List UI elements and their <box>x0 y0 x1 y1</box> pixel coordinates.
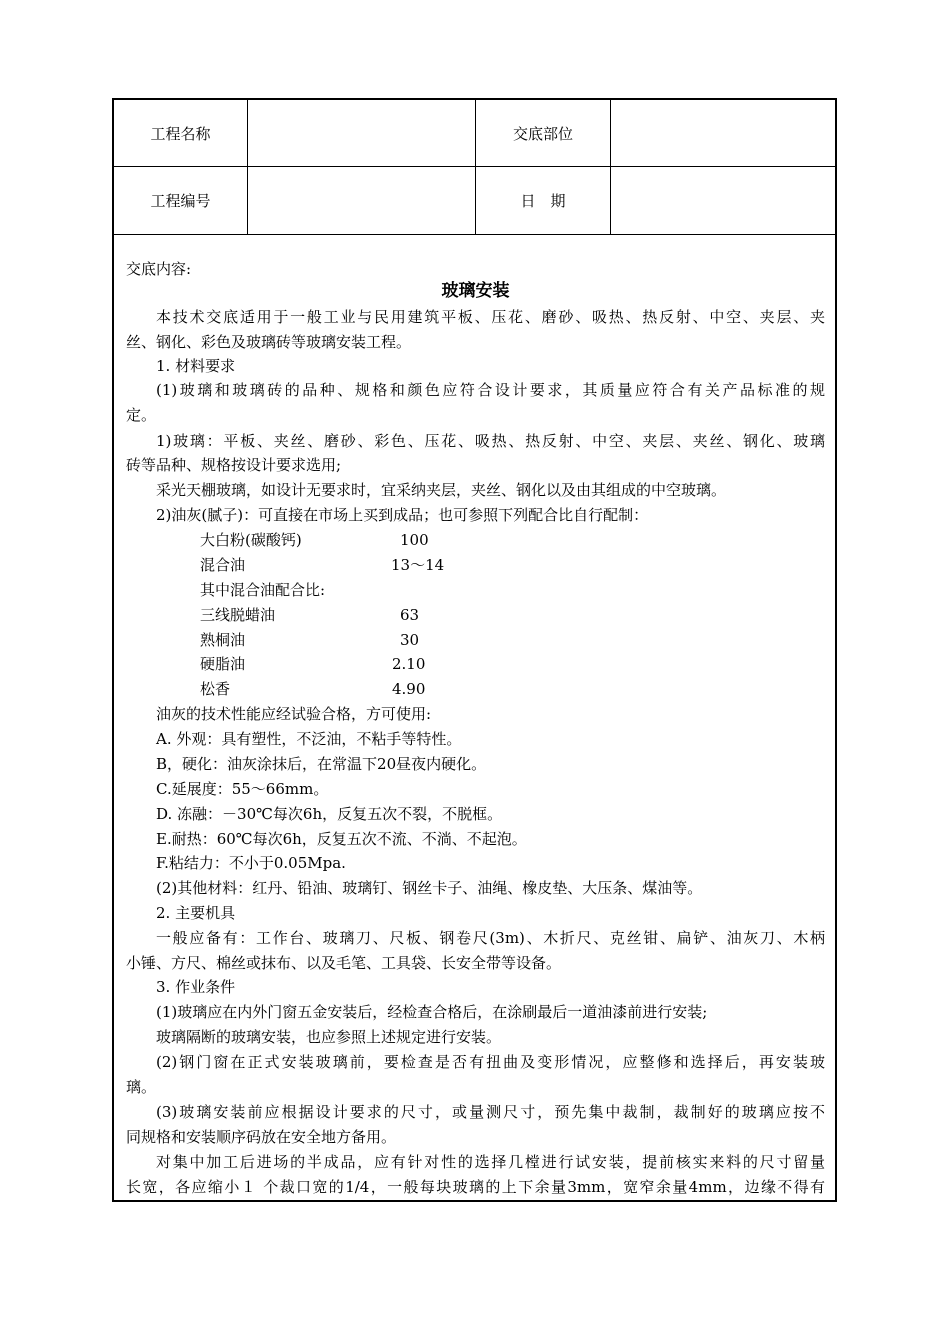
paragraph-line: 丝、钢化、彩色及玻璃砖等玻璃安装工程。 <box>126 333 412 351</box>
paragraph-line: 小锤、方尺、棉丝或抹布、以及毛笔、工具袋、长安全带等设备。 <box>126 954 562 972</box>
mix-item-name: 大白粉(碳酸钙) <box>200 531 302 549</box>
paragraph-line: 3. 作业条件 <box>156 978 236 996</box>
section-title: 玻璃安装 <box>441 281 510 301</box>
paragraph-line: (2)其他材料：红丹、铅油、玻璃钉、钢丝卡子、油绳、橡皮垫、大压条、煤油等。 <box>156 879 703 897</box>
mix-item-value: 63 <box>400 606 420 624</box>
mix-item-value: 4.90 <box>392 680 426 698</box>
paragraph-line: E.耐热：60℃每次6h，反复五次不流、不淌、不起泡。 <box>156 830 527 848</box>
location-label: 交底部位 <box>512 124 573 143</box>
paragraph-line: 油灰的技术性能应经试验合格，方可使用: <box>156 705 432 723</box>
paragraph-line: 1)玻璃：平板、夹丝、磨砂、彩色、压花、吸热、热反射、中空、夹层、夹丝、钢化、玻璃 <box>156 432 825 450</box>
mix-item-value: 30 <box>400 631 420 649</box>
content-label: 交底内容: <box>126 260 192 278</box>
paragraph-line: C.延展度：55～66mm。 <box>156 780 329 798</box>
paragraph-line: B，硬化：油灰涂抹后，在常温下20昼夜内硬化。 <box>156 755 487 773</box>
mix-item-name: 松香 <box>200 680 231 698</box>
mix-sub-label: 其中混合油配合比: <box>200 581 326 599</box>
row-divider <box>114 234 835 235</box>
paragraph-line: D. 冻融：－30℃每次6h，反复五次不裂，不脱框。 <box>156 805 503 823</box>
mix-item-value: 13～14 <box>391 556 445 574</box>
paragraph-line: (1)玻璃应在内外门窗五金安装后，经检查合格后，在涂刷最后一道油漆前进行安装; <box>156 1003 708 1021</box>
mix-item-name: 三线脱蜡油 <box>200 606 276 624</box>
project-name-label: 工程名称 <box>150 124 211 143</box>
project-no-value[interactable] <box>248 167 475 234</box>
paragraph-line: 定。 <box>126 406 157 424</box>
mix-item-name: 熟桐油 <box>200 631 246 649</box>
paragraph-line: 砖等品种、规格按设计要求选用; <box>126 456 342 474</box>
paragraph-line: 2)油灰(腻子)：可直接在市场上买到成品；也可参照下列配合比自行配制： <box>156 506 649 524</box>
paragraph-line: 同规格和安装顺序码放在安全地方备用。 <box>126 1128 397 1146</box>
paragraph-line: 璃。 <box>126 1078 157 1096</box>
paragraph-line: 一般应备有：工作台、玻璃刀、尺板、钢卷尺(3m)、木折尺、克丝钳、扁铲、油灰刀、木柄 <box>156 929 825 947</box>
mix-item-value: 2.10 <box>392 655 426 673</box>
disclosure-content <box>126 260 825 1200</box>
disclosure-form <box>112 98 837 1202</box>
paragraph-line: A. 外观：具有塑性，不泛油，不粘手等特性。 <box>156 730 462 748</box>
date-value[interactable] <box>611 167 837 234</box>
project-no-label: 工程编号 <box>150 192 211 210</box>
mix-item-value: 100 <box>400 531 429 549</box>
paragraph-line: 1. 材料要求 <box>156 357 236 375</box>
paragraph-line: (2)钢门窗在正式安装玻璃前，要检查是否有扭曲及变形情况，应整修和选择后，再安装玻 <box>156 1053 825 1071</box>
paragraph-line: F.粘结力：不小于0.05Mpa. <box>156 854 346 872</box>
mix-item-name: 硬脂油 <box>200 655 246 673</box>
date-label: 日 期 <box>520 192 566 210</box>
paragraph-line: 采光天棚玻璃，如设计无要求时，宜采纳夹层，夹丝、钢化以及由其组成的中空玻璃。 <box>156 481 727 499</box>
mix-item-name: 混合油 <box>200 556 246 574</box>
paragraph-line: (3)玻璃安装前应根据设计要求的尺寸，或量测尺寸，预先集中裁制，裁制好的玻璃应按不 <box>156 1103 825 1121</box>
paragraph-line: 2. 主要机具 <box>156 904 236 922</box>
location-value[interactable] <box>611 100 837 166</box>
paragraph-line: 本技术交底适用于一般工业与民用建筑平板、压花、磨砂、吸热、热反射、中空、夹层、夹 <box>156 308 825 326</box>
paragraph-line: 对集中加工后进场的半成品，应有针对性的选择几樘进行试安装，提前核实来料的尺寸留量 <box>156 1153 825 1171</box>
paragraph-line: 长宽，各应缩小１ 个裁口宽的1/4，一般每块玻璃的上下余量3mm，宽窄余量4mm，边缘不得有 <box>126 1178 825 1196</box>
paragraph-line: (1)玻璃和玻璃砖的品种、规格和颜色应符合设计要求，其质量应符合有关产品标准的规 <box>156 381 825 399</box>
project-name-value[interactable] <box>248 100 475 166</box>
paragraph-line: 玻璃隔断的玻璃安装，也应参照上述规定进行安装。 <box>156 1028 502 1046</box>
